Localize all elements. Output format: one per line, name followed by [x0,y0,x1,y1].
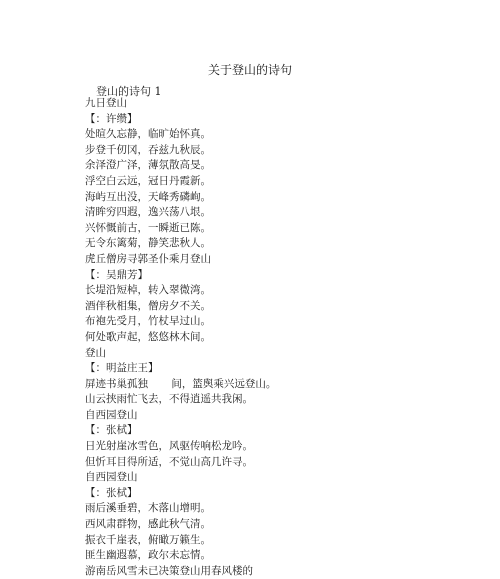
text-line: 但忻耳目得所适，不觉山高几许寻。 [85,455,253,468]
text-line: 【：张栻】 [85,424,138,437]
text-line: 清眸穷四遐，逸兴荡八垠。 [85,206,211,219]
text-line: 屏迹书巢孤独 间，篮舆乘兴远登山。 [85,377,277,390]
text-line: 浮空白云远，冠日丹霞新。 [85,174,211,187]
text-line: 游南岳风雪未已决策登山用春风楼的 [85,564,253,577]
text-line: 登山 [85,346,106,359]
text-line: 【：明益庄王】 [85,362,159,375]
text-line: 海屿互出没，天峰秀磷峋。 [85,190,211,203]
text-line: 日光射崖冰雪色，风驱传响松龙吟。 [85,440,253,453]
text-line: 雨后溪垂碧，木落山增明。 [85,502,211,515]
text-line: 兴怀慨前古，一瞬逝已陈。 [85,221,211,234]
text-line: 处暄久忘静，临旷始怀真。 [85,128,211,141]
text-line: 长堤沿短棹，转入翠微湾。 [85,284,211,297]
text-line: 【：吴鼎芳】 [85,268,148,281]
text-line: 余泽澄广泽，薄氛散高旻。 [85,159,211,172]
text-line: 无令东篱菊，静笑悲秋人。 [85,237,211,250]
text-line: 【：张栻】 [85,486,138,499]
text-line: 山云挟雨忙飞去，不得逍遥共我闲。 [85,393,253,406]
text-line: 振衣千崖表，俯瞰万籁生。 [85,533,211,546]
section-heading: 登山的诗句 1 [96,85,162,98]
text-line: 酒伴秋相集，僧房夕不关。 [85,299,211,312]
text-line: 虎丘僧房寻郭圣仆乘月登山 [85,252,211,265]
text-line: 【：许缵】 [85,112,138,125]
text-line: 步登千仞冈，吞兹九秋辰。 [85,143,211,156]
text-line: 布袍先受月，竹杖早过山。 [85,315,211,328]
text-line: 何处歌声起，悠悠林木间。 [85,330,211,343]
text-line: 自西园登山 [85,471,138,484]
text-line: 匪生幽遐慕，政尔未忘情。 [85,549,211,562]
text-line: 九日登山 [85,97,127,109]
poem-lines [85,96,495,579]
document-title: 关于登山的诗句 [207,63,292,77]
text-line: 西风肃群物，感此秋气清。 [85,518,211,531]
text-line: 自西园登山 [85,408,138,421]
